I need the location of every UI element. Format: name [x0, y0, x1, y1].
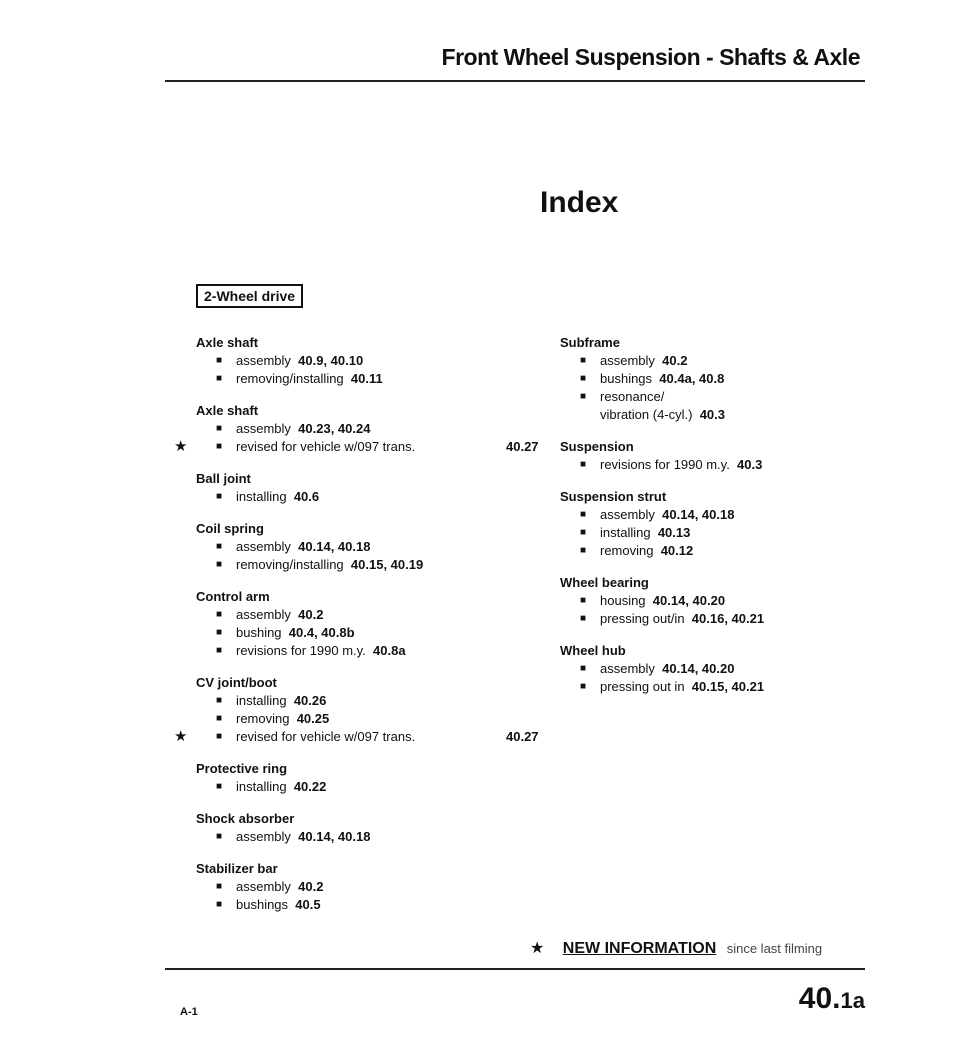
bullet-icon: ■ [216, 491, 223, 502]
footer-rule [165, 968, 865, 970]
index-entry-label: assembly [236, 353, 291, 368]
index-entry-label: revised for vehicle w/097 trans. [236, 729, 416, 744]
index-group [196, 588, 556, 660]
bullet-icon: ■ [216, 609, 223, 620]
index-entry-label: removing/installing [236, 371, 344, 386]
bullet-icon: ■ [216, 373, 223, 384]
bullet-icon: ■ [580, 663, 587, 674]
page-code: A-1 [180, 1006, 198, 1018]
index-entry [174, 438, 556, 456]
index-entry [560, 388, 890, 406]
bullet-icon: ■ [580, 391, 587, 402]
bullet-icon: ■ [216, 831, 223, 842]
index-entry-page-ref: 40.23, 40.24 [298, 421, 371, 436]
index-group-title: Protective ring [196, 761, 288, 776]
index-entry-page-ref: 40.4, 40.8b [288, 625, 355, 640]
bullet-icon: ■ [580, 595, 587, 606]
index-entry-page-ref: 40.14, 40.20 [652, 593, 726, 608]
index-entry-label: resonance/ [600, 389, 665, 404]
index-entry-page-ref: 40.15, 40.21 [691, 679, 765, 694]
index-entry [196, 878, 556, 896]
index-entry-page-ref: 40.16, 40.21 [691, 611, 765, 626]
index-entry [196, 692, 556, 710]
index-group [196, 810, 556, 846]
index-entry-page-ref: 40.14, 40.20 [662, 661, 735, 676]
bullet-icon: ■ [216, 559, 223, 570]
index-group [196, 760, 556, 796]
bullet-icon: ■ [580, 373, 587, 384]
index-entry-label: installing [236, 693, 287, 708]
bullet-icon: ■ [216, 423, 223, 434]
index-group-title: Stabilizer bar [196, 861, 278, 876]
index-entry-label: installing [236, 489, 287, 504]
index-entry-label: removing [236, 711, 290, 726]
index-entry-label: revised for vehicle w/097 trans. [236, 439, 416, 454]
bullet-icon: ■ [216, 731, 223, 742]
index-group-title: Subframe [560, 335, 620, 350]
index-entry [560, 370, 890, 388]
index-entry-label: installing [600, 525, 651, 540]
index-entry [196, 896, 556, 914]
footer-note [530, 938, 822, 958]
index-group-title: Coil spring [196, 521, 264, 536]
index-group [174, 674, 556, 746]
index-entry-page-ref: 40.26 [293, 693, 327, 708]
index-entry-page-ref: 40.5 [295, 897, 321, 912]
index-entry-label: bushing [236, 625, 282, 640]
index-entry-label: housing [600, 593, 646, 608]
index-entry-label: removing/installing [236, 557, 344, 572]
index-entry [560, 610, 890, 628]
index-entry-label: assembly [236, 421, 291, 436]
index-entry-page-ref: 40.6 [293, 489, 320, 504]
index-entry-label: pressing out/in [600, 611, 685, 626]
index-entry-page-ref: 40.11 [350, 371, 383, 386]
index-entry [560, 542, 890, 560]
index-group [560, 574, 890, 628]
index-entry-page-ref: 40.2 [298, 879, 324, 894]
index-group-title: Suspension [560, 439, 634, 454]
bullet-icon: ■ [580, 681, 587, 692]
index-entry-page-ref: 40.2 [298, 607, 324, 622]
index-entry-page-ref: 40.9, 40.10 [298, 353, 364, 368]
index-group-title: Ball joint [196, 471, 251, 486]
index-entry [560, 352, 890, 370]
index-group [560, 438, 890, 474]
bullet-icon: ■ [580, 459, 587, 470]
index-entry [196, 828, 556, 846]
index-group-title: CV joint/boot [196, 675, 277, 690]
index-entry-page-ref: 40.14, 40.18 [298, 829, 371, 844]
bullet-icon: ■ [216, 541, 223, 552]
index-entry-page-ref: 40.15, 40.19 [350, 557, 424, 572]
index-group-title: Wheel hub [560, 643, 626, 658]
index-entry [196, 606, 556, 624]
index-entry [196, 538, 556, 556]
bullet-icon: ■ [580, 545, 587, 556]
index-title: Index [540, 186, 619, 219]
index-entry-label: vibration (4-cyl.) [600, 407, 693, 422]
index-entry-label: bushings [236, 897, 289, 912]
index-entry-label: bushings [600, 371, 653, 386]
page-number [799, 982, 865, 1016]
star-icon: ★ [174, 438, 188, 455]
bullet-icon: ■ [216, 355, 223, 366]
index-entry-page-ref: 40.22 [293, 779, 327, 794]
index-group-title: Control arm [196, 589, 270, 604]
page-number-sub: 1a [840, 988, 865, 1013]
index-entry [560, 678, 890, 696]
index-entry [196, 488, 556, 506]
index-entry-label: assembly [600, 353, 655, 368]
index-group-title: Wheel bearing [560, 575, 649, 590]
index-group [560, 488, 890, 560]
index-entry-page-ref: 40.4a, 40.8 [659, 371, 725, 386]
index-entry-page-ref: 40.14, 40.18 [662, 507, 735, 522]
index-entry [196, 556, 556, 574]
index-entry-label: assembly [600, 507, 655, 522]
index-entry [560, 456, 890, 474]
index-entry [560, 524, 890, 542]
index-group-title: Axle shaft [196, 403, 259, 418]
index-entry-page-ref: 40.13 [657, 525, 691, 540]
index-entry-page-ref: 40.12 [660, 543, 694, 558]
index-group [174, 402, 556, 456]
bullet-icon: ■ [216, 713, 223, 724]
bullet-icon: ■ [216, 781, 223, 792]
bullet-icon: ■ [216, 695, 223, 706]
page-header-title: Front Wheel Suspension - Shafts & Axle [441, 44, 860, 70]
drive-type-tag: 2-Wheel drive [196, 284, 303, 308]
index-group [196, 470, 556, 506]
index-right-column [560, 334, 890, 710]
index-entry-page-ref: 40.14, 40.18 [298, 539, 371, 554]
index-group [560, 334, 890, 424]
index-entry [196, 778, 556, 796]
index-left-column [174, 334, 556, 928]
index-entry [196, 642, 556, 660]
index-group-title: Shock absorber [196, 811, 295, 826]
bullet-icon: ■ [216, 899, 223, 910]
index-group-title: Suspension strut [560, 489, 667, 504]
index-entry-label: assembly [600, 661, 655, 676]
index-group-title: Axle shaft [196, 335, 259, 350]
index-entry-label: assembly [236, 539, 291, 554]
index-entry-page-ref: 40.2 [662, 353, 688, 368]
index-entry-label: removing [600, 543, 654, 558]
index-entry [196, 624, 556, 642]
index-group [560, 642, 890, 696]
index-entry [560, 506, 890, 524]
index-entry [196, 352, 556, 370]
index-entry [560, 592, 890, 610]
index-entry-label: assembly [236, 607, 291, 622]
index-entry-page-ref: 40.25 [296, 711, 330, 726]
bullet-icon: ■ [216, 881, 223, 892]
index-entry [196, 370, 556, 388]
index-entry-page-ref: 40.3 [699, 407, 726, 422]
index-entry-label: assembly [236, 879, 291, 894]
index-entry-label: revisions for 1990 m.y. [236, 643, 366, 658]
index-entry [196, 420, 556, 438]
index-group [196, 334, 556, 388]
star-icon: ★ [530, 940, 545, 957]
index-entry [174, 728, 556, 746]
index-entry [560, 406, 890, 424]
star-icon: ★ [174, 728, 188, 745]
index-entry-page-ref: 40.27 [506, 439, 539, 454]
bullet-icon: ■ [580, 613, 587, 624]
bullet-icon: ■ [216, 441, 223, 452]
bullet-icon: ■ [580, 355, 587, 366]
index-entry [196, 710, 556, 728]
index-group [196, 520, 556, 574]
page-number-main: 40. [798, 982, 841, 1015]
bullet-icon: ■ [216, 645, 223, 656]
index-group [196, 860, 556, 914]
index-entry-label: revisions for 1990 m.y. [600, 457, 730, 472]
bullet-icon: ■ [216, 627, 223, 638]
index-entry-label: installing [236, 779, 287, 794]
since-last-filming-text: since last filming [726, 941, 823, 956]
bullet-icon: ■ [580, 509, 587, 520]
index-entry [560, 660, 890, 678]
index-entry-label: assembly [236, 829, 291, 844]
index-entry-page-ref: 40.27 [506, 729, 539, 744]
index-entry-label: pressing out in [600, 679, 685, 694]
new-information-label: NEW INFORMATION [562, 940, 717, 957]
bullet-icon: ■ [580, 527, 587, 538]
index-entry-page-ref: 40.8a [373, 643, 406, 658]
header-rule [165, 80, 865, 82]
index-entry-page-ref: 40.3 [737, 457, 763, 472]
